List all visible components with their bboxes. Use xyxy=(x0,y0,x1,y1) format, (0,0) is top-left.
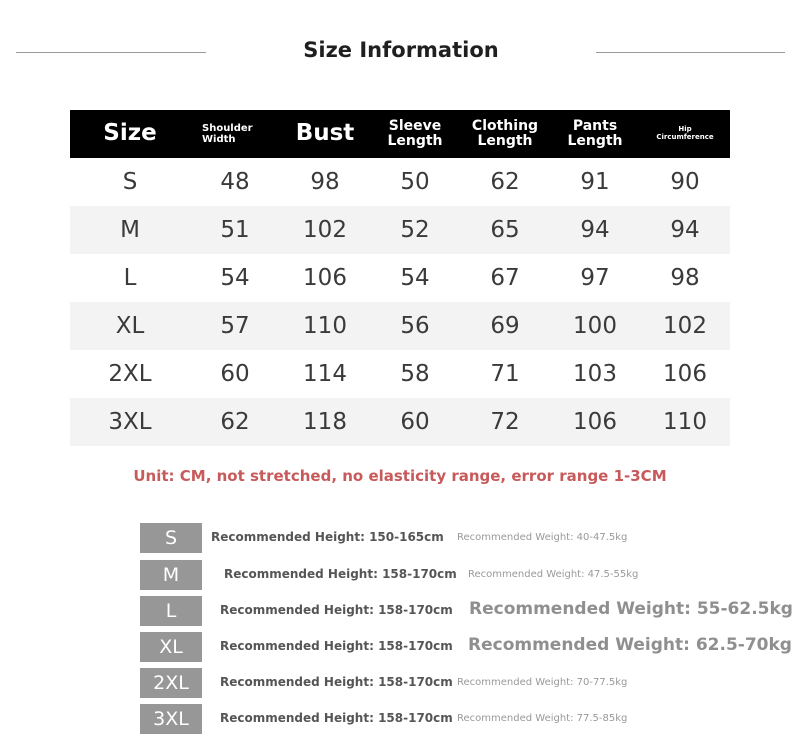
recommended-height: Recommended Height: 150-165cm xyxy=(211,530,444,544)
table-row xyxy=(70,254,730,302)
size-badge: XL xyxy=(140,632,202,662)
title-divider-left xyxy=(16,52,206,53)
header-cell xyxy=(70,110,190,158)
size-cell: XL xyxy=(70,302,190,350)
recommended-height: Recommended Height: 158-170cm xyxy=(220,639,453,653)
table-row xyxy=(70,398,730,446)
size-cell: S xyxy=(122,169,138,195)
recommendation-row xyxy=(140,523,780,553)
measurement-cell: 97 xyxy=(580,265,610,291)
recommended-weight: Recommended Weight: 40-47.5kg xyxy=(457,532,628,543)
table-body xyxy=(70,158,730,446)
measurement-cell: 106 xyxy=(550,398,640,446)
measurement-cell: 67 xyxy=(490,265,520,291)
recommended-height: Recommended Height: 158-170cm xyxy=(220,675,453,689)
header-cell xyxy=(460,110,550,158)
header-cell xyxy=(190,110,280,158)
header-label: Hip xyxy=(678,125,692,134)
measurement-cell: 54 xyxy=(400,265,430,291)
measurement-cell: 60 xyxy=(220,361,250,387)
measurement-cell: 90 xyxy=(670,169,700,195)
measurement-cell: 69 xyxy=(460,302,550,350)
recommendation-row xyxy=(140,632,792,662)
recommended-height: Recommended Height: 158-170cm xyxy=(220,711,453,725)
measurement-cell: 98 xyxy=(670,265,700,291)
measurement-cell: 62 xyxy=(190,398,280,446)
size-badge: M xyxy=(140,560,202,590)
measurement-cell: 118 xyxy=(280,398,370,446)
measurement-cell: 106 xyxy=(663,361,707,387)
measurement-cell: 60 xyxy=(370,398,460,446)
measurement-cell: 114 xyxy=(303,361,347,387)
measurement-cell: 65 xyxy=(460,206,550,254)
header-cell xyxy=(550,110,640,158)
measurement-cell: 100 xyxy=(550,302,640,350)
measurement-cell: 51 xyxy=(190,206,280,254)
measurement-cell: 57 xyxy=(190,302,280,350)
unit-note: Unit: CM, not stretched, no elasticity range, error range 1-3CM xyxy=(133,467,667,485)
recommended-weight: Recommended Weight: 70-77.5kg xyxy=(457,677,628,688)
size-table xyxy=(70,110,730,446)
recommended-height: Recommended Height: 158-170cm xyxy=(224,567,457,581)
measurement-cell: 106 xyxy=(303,265,347,291)
recommendation-row xyxy=(140,668,780,698)
measurement-cell: 98 xyxy=(310,169,340,195)
title-divider-right xyxy=(596,52,785,53)
measurement-cell: 94 xyxy=(550,206,640,254)
header-cell xyxy=(640,110,730,158)
table-header-row xyxy=(70,110,730,158)
measurement-cell: 110 xyxy=(280,302,370,350)
measurement-cell: 54 xyxy=(220,265,250,291)
header-label: Length xyxy=(567,133,623,149)
measurement-cell: 94 xyxy=(640,206,730,254)
measurement-cell: 103 xyxy=(573,361,617,387)
measurement-cell: 91 xyxy=(580,169,610,195)
size-badge: L xyxy=(140,596,202,626)
header-label: Width xyxy=(202,134,236,145)
header-cell xyxy=(370,110,460,158)
recommended-weight: Recommended Weight: 77.5-85kg xyxy=(457,713,628,724)
header-label: Sleeve xyxy=(388,117,442,134)
table-row xyxy=(70,158,730,206)
measurement-cell: 48 xyxy=(220,169,250,195)
page-title: Size Information xyxy=(303,38,499,62)
measurement-cell: 62 xyxy=(490,169,520,195)
table-row xyxy=(70,206,730,254)
size-badge: S xyxy=(140,523,202,553)
measurement-cell: 50 xyxy=(400,169,430,195)
measurement-cell: 52 xyxy=(370,206,460,254)
measurement-cell: 71 xyxy=(490,361,520,387)
size-badge: 2XL xyxy=(140,668,202,698)
measurement-cell: 56 xyxy=(370,302,460,350)
header-label: Shoulder xyxy=(202,123,253,134)
header-cell xyxy=(280,110,370,158)
measurement-cell: 58 xyxy=(400,361,430,387)
recommended-weight: Recommended Weight: 47.5-55kg xyxy=(468,569,639,580)
header-label: Circumference xyxy=(656,133,714,141)
recommended-height: Recommended Height: 158-170cm xyxy=(220,603,453,617)
table-row xyxy=(70,302,730,350)
size-cell: M xyxy=(70,206,190,254)
measurement-cell: 102 xyxy=(640,302,730,350)
size-cell: L xyxy=(123,265,137,291)
size-badge: 3XL xyxy=(140,704,202,734)
recommendation-row xyxy=(140,560,780,590)
size-cell: 3XL xyxy=(70,398,190,446)
header-label: Bust xyxy=(295,120,355,147)
recommended-weight: Recommended Weight: 62.5-70kg xyxy=(468,635,792,655)
measurement-cell: 72 xyxy=(460,398,550,446)
size-cell: 2XL xyxy=(108,361,152,387)
measurement-cell: 110 xyxy=(640,398,730,446)
header-label: Clothing xyxy=(471,117,539,134)
recommended-weight: Recommended Weight: 55-62.5kg xyxy=(469,599,793,619)
recommendation-row xyxy=(140,596,793,626)
recommendation-row xyxy=(140,704,780,734)
header-label: Pants xyxy=(572,117,618,134)
table-row xyxy=(70,350,730,398)
header-label: Length xyxy=(477,133,533,149)
header-label: Size xyxy=(103,120,157,147)
header-label: Length xyxy=(387,133,443,149)
measurement-cell: 102 xyxy=(280,206,370,254)
